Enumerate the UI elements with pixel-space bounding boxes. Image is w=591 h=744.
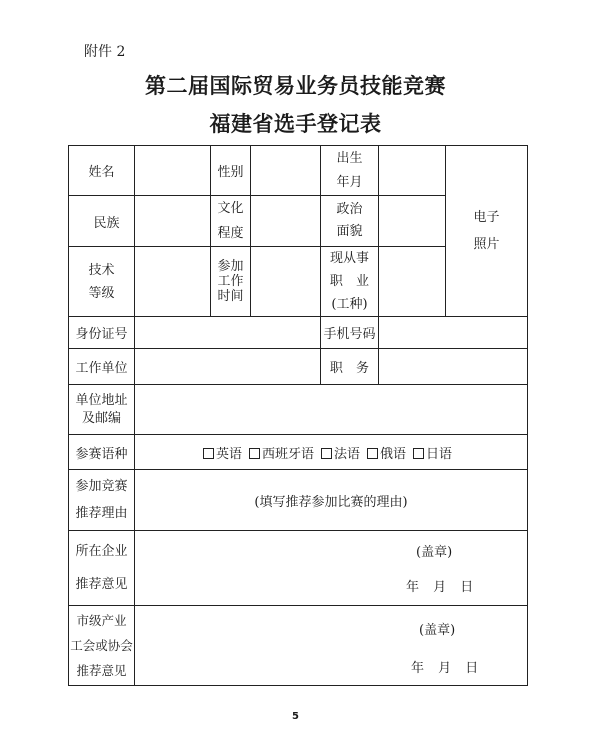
occupation-label-line: 现从事 (329, 251, 369, 266)
education-field[interactable] (251, 196, 321, 247)
reason-field[interactable] (135, 470, 528, 531)
work-start-field[interactable] (251, 247, 321, 317)
political-status-label (321, 196, 379, 247)
union-opinion-label-line: 推荐意见 (76, 663, 127, 678)
checkbox[interactable] (367, 448, 378, 459)
phone-field[interactable] (379, 317, 528, 349)
enterprise-opinion-field[interactable] (135, 531, 528, 606)
document-subtitle: 福建省选手登记表 (209, 111, 382, 136)
language-option-french[interactable] (321, 443, 360, 462)
language-option-label: 法语 (333, 446, 360, 462)
address-label-line: 单位地址 (75, 392, 128, 408)
checkbox[interactable] (413, 448, 424, 459)
occupation-label (321, 247, 379, 317)
language-option-russian[interactable] (367, 443, 406, 462)
checkbox[interactable] (203, 448, 214, 459)
enterprise-opinion-label-line: 推荐意见 (75, 577, 128, 592)
phone-label: 手机号码 (321, 317, 379, 349)
name-field[interactable] (135, 146, 211, 196)
education-label-line: 程度 (217, 226, 244, 241)
work-start-label-line: 工作 (217, 274, 244, 289)
photo-label-line: 照片 (473, 237, 500, 252)
union-opinion-label (69, 606, 135, 686)
reason-label (69, 470, 135, 531)
work-start-label (211, 247, 251, 317)
ethnicity-field[interactable] (135, 196, 211, 247)
photo-cell[interactable] (446, 146, 528, 317)
date-label: 年 月 日 (406, 580, 474, 595)
education-label (211, 196, 251, 247)
union-opinion-label-line: 市级产业 (76, 613, 127, 628)
id-number-field[interactable] (135, 317, 321, 349)
employer-label: 工作单位 (69, 349, 135, 385)
political-status-field[interactable] (379, 196, 446, 247)
ethnicity-label: 民族 (69, 196, 135, 247)
skill-level-field[interactable] (135, 247, 211, 317)
enterprise-opinion-label-line: 所在企业 (75, 544, 128, 559)
seal-label: (盖章) (416, 545, 453, 560)
id-number-label: 身份证号 (69, 317, 135, 349)
occupation-label-line: (工种) (331, 297, 368, 312)
union-opinion-label-line: 工会或协会 (70, 638, 133, 653)
position-field[interactable] (379, 349, 528, 385)
occupation-label-line: 职 业 (329, 274, 370, 289)
checkbox[interactable] (249, 448, 260, 459)
birth-date-label-line: 出生 (336, 150, 363, 166)
work-start-label-line: 参加 (217, 259, 244, 274)
birth-date-label-line: 年月 (336, 174, 363, 190)
language-option-label: 日语 (426, 446, 453, 462)
skill-level-label-line: 技术 (88, 262, 115, 278)
birth-date-label (321, 146, 379, 196)
checkbox[interactable] (321, 448, 332, 459)
language-option-english[interactable] (203, 443, 242, 462)
language-option-label: 英语 (215, 446, 242, 462)
page-number: 5 (292, 711, 299, 722)
language-options (135, 435, 528, 470)
document-title: 第二届国际贸易业务员技能竞赛 (145, 73, 446, 98)
position-label: 职 务 (321, 349, 379, 385)
photo-label-line: 电子 (473, 210, 500, 225)
skill-level-label-line: 等级 (88, 285, 115, 301)
language-option-japanese[interactable] (413, 443, 452, 462)
enterprise-opinion-label (69, 531, 135, 606)
language-option-label: 俄语 (380, 446, 407, 462)
reason-label-line: 推荐理由 (75, 506, 128, 521)
name-label: 姓名 (69, 146, 135, 196)
address-label-line: 及邮编 (81, 410, 121, 426)
attachment-label: 附件 2 (84, 44, 126, 60)
date-label: 年 月 日 (411, 661, 479, 676)
political-status-label-line: 政治 (336, 202, 363, 217)
address-field[interactable] (135, 385, 528, 435)
seal-label: (盖章) (419, 623, 456, 638)
address-label (69, 385, 135, 435)
gender-field[interactable] (251, 146, 321, 196)
reason-hint: (填写推荐参加比赛的理由) (254, 494, 408, 510)
union-opinion-field[interactable] (135, 606, 528, 686)
language-option-spanish[interactable] (249, 443, 314, 462)
education-label-line: 文化 (217, 201, 244, 216)
political-status-label-line: 面貌 (336, 224, 363, 239)
skill-level-label (69, 247, 135, 317)
gender-label: 性别 (211, 146, 251, 196)
work-start-label-line: 时间 (217, 289, 244, 304)
birth-date-field[interactable] (379, 146, 446, 196)
occupation-field[interactable] (379, 247, 446, 317)
employer-field[interactable] (135, 349, 321, 385)
registration-form-table (68, 145, 528, 686)
language-label: 参赛语种 (69, 435, 135, 470)
language-option-label: 西班牙语 (261, 446, 314, 462)
reason-label-line: 参加竞赛 (75, 479, 128, 494)
